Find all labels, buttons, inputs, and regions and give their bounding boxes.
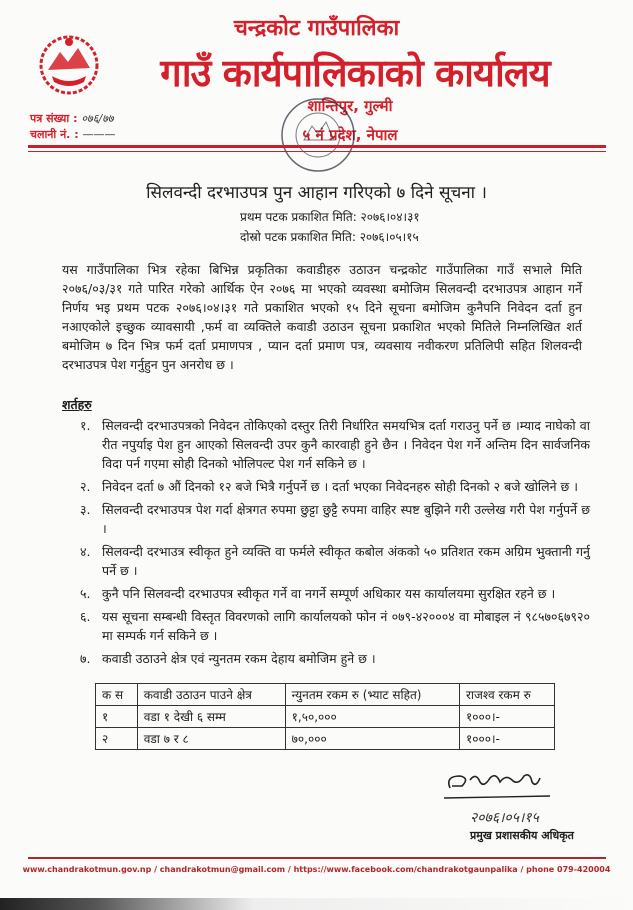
condition-number: १. (80, 418, 91, 433)
reference-label: पत्र संख्या : (30, 112, 78, 125)
condition-text: सिलवन्दी दरभाउपत्रको निवेदन तोकिएको दस्तुर तिरी निर्धारित समयभित्र दर्ता गराउनु पर्ने छ ।म्याद नाघेको वा रीत नपुर्याइ पेश हुन आएको सिलवन्दी उपर कुनै कारवाही हुने छैन । निवेदन पेश गर्ने अन्तिम दिन सार्वजनिक विदा पर्न गएमा सोही दिनको भोलिपल्ट पेश गर्न सकिने छ । (102, 418, 590, 471)
reference-value: ०७६/७७ (81, 112, 114, 125)
dispatch-label: चलानी नं. : (30, 128, 79, 141)
condition-text: सिलवन्दी दरभाउत्र स्वीकृत हुने व्यक्ति वा फर्मले स्वीकृत कबोल अंकको ५० प्रतिशत रकम अग्रिम भुक्तानी गर्नु पर्ने छ । (102, 544, 590, 578)
condition-item (80, 416, 590, 473)
condition-text: सिलवन्दी दरभाउपत्र पेश गर्दा क्षेत्रगत रुपमा छुट्टा छुट्टै रुपमा वाहिर स्पष्ट बुझिने गरी उल्लेख गरी पेश गर्नुपर्ने छ । (102, 502, 590, 536)
header-serial: क स (96, 684, 138, 706)
cell-serial: २ (96, 728, 138, 750)
notice-title: सिलवन्दी दरभाउपत्र पुन आहान गरिएको ७ दिने सूचना । (146, 183, 487, 203)
first-published-date: प्रथम पटक प्रकाशित मिति: २०७६।०४।३१ (240, 210, 420, 224)
office-name: गाउँ कार्यपालिकाको कार्यालय (160, 51, 550, 95)
condition-item (80, 500, 590, 538)
dispatch-value: ——— (82, 128, 116, 141)
table-row (96, 706, 555, 728)
handwritten-signature (440, 768, 560, 804)
header-revenue: राजश्व रकम रु (460, 684, 555, 706)
condition-item (80, 649, 590, 668)
conditions-list (80, 416, 590, 672)
cell-revenue: १०००।- (460, 706, 555, 728)
intro-paragraph: यस गाउँपालिका भित्र रहेका बिभिन्न प्रकृतिका कवाडीहरु उठाउन चन्द्रकोट गाउँपालिका गाउँ सभाले मिति २०७६/०३/३१ गते पारित गरेको आर्थिक ऐन २०७६ मा भएको व्यवस्था बमोजिम सिलवन्दी दरभाउपत्र आहान गर्ने निर्णय भइ प्रथम पटक २०७६।०४।३१ गते प्रकाशित भएको १५ दिने सूचना बमोजिम कुनैपनि निवेदन दर्ता हुन नआएकोले इच्छुक व्यावसायी ,फर्म वा व्यक्तिले कवाडी उठाउन सूचना प्रकाशित भएको मितिले निम्नलिखित शर्त बमोजिम ७ दिन भित्र फर्म दर्ता प्रमाणपत्र , प्यान दर्ता प्रमाण पत्र, व्यवसाय नवीकरण प्रतिलिपी सहित शिलवन्दी दरभाउपत्र पेश गर्नुहुन पुन अनरोध छ । (62, 262, 582, 372)
scan-edge-shadow (0, 898, 633, 910)
cell-minimum-amount: ७०,००० (285, 728, 459, 750)
signature-date: २०७६।०५।१५ (470, 810, 539, 826)
condition-text: निवेदन दर्ता ७ औं दिनको १२ बजे भित्रै गर्नुपर्ने छ । दर्ता भएका निवेदनहरु सोही दिनको २ बजे खोलिने छ । (102, 479, 579, 494)
header-divider-thin (28, 151, 606, 152)
cell-area: वडा ७ र ८ (137, 728, 285, 750)
conditions-heading: शर्तहरु (62, 397, 92, 412)
signatory-designation: प्रमुख प्रशासकीय अधिकृत (470, 829, 574, 842)
cell-area: वडा १ देखी ६ सम्म (137, 706, 285, 728)
nepal-emblem-logo (38, 30, 100, 100)
header-divider (28, 145, 606, 148)
cell-revenue: १०००।- (460, 728, 555, 750)
collection-area-table (95, 683, 555, 750)
condition-item (80, 477, 590, 496)
cell-minimum-amount: १,५०,००० (285, 706, 459, 728)
header-area: कवाडी उठाउन पाउने क्षेत्र (137, 684, 285, 706)
table-header-row (96, 684, 555, 706)
condition-item (80, 607, 590, 645)
office-stamp (278, 92, 358, 178)
footer-divider (28, 857, 606, 859)
condition-text: कवाडी उठाउने क्षेत्र एवं न्युनतम रकम देहाय बमोजिम हुने छ । (102, 651, 376, 666)
condition-item (80, 584, 590, 603)
condition-number: ३. (80, 502, 91, 517)
condition-number: ४. (80, 544, 91, 559)
address-line-2: ५ नं प्रदेश, नेपाल (302, 126, 398, 144)
condition-number: ६. (80, 609, 91, 624)
municipality-name: चन्द्रकोट गाउँपालिका (233, 16, 400, 41)
second-published-date: दोस्रो पटक प्रकाशित मिति: २०७६।०५।१५ (240, 230, 419, 244)
condition-number: २. (80, 479, 91, 494)
condition-item (80, 542, 590, 580)
table-row (96, 728, 555, 750)
condition-number: ५. (80, 586, 91, 601)
cell-serial: १ (96, 706, 138, 728)
dispatch-number (30, 127, 115, 142)
reference-number (30, 111, 114, 126)
header-minimum-amount: न्युनतम रकम रु (भ्याट सहित) (285, 684, 459, 706)
condition-text: यस सूचना सम्बन्धी विस्तृत विवरणको लागि कार्यालयको फोन नं ०७९-४२०००४ वा मोबाइल नं ९८५७०६७९२० मा सम्पर्क गर्न सकिने छ । (102, 609, 590, 643)
address-line-1: शान्तिपुर, गुल्मी (307, 97, 393, 115)
condition-text: कुनै पनि सिलवन्दी दरभाउपत्र स्वीकृत गर्ने वा नगर्ने सम्पूर्ण अधिकार यस कार्यालयमा सुरक्षित रहने छ । (102, 586, 556, 601)
footer-contact: www.chandrakotmun.gov.np / chandrakotmun@gmail.com / https://www.facebook.com/chandrakotgaunpalika / phone 079-420004 (22, 865, 611, 874)
condition-number: ७. (80, 651, 91, 666)
